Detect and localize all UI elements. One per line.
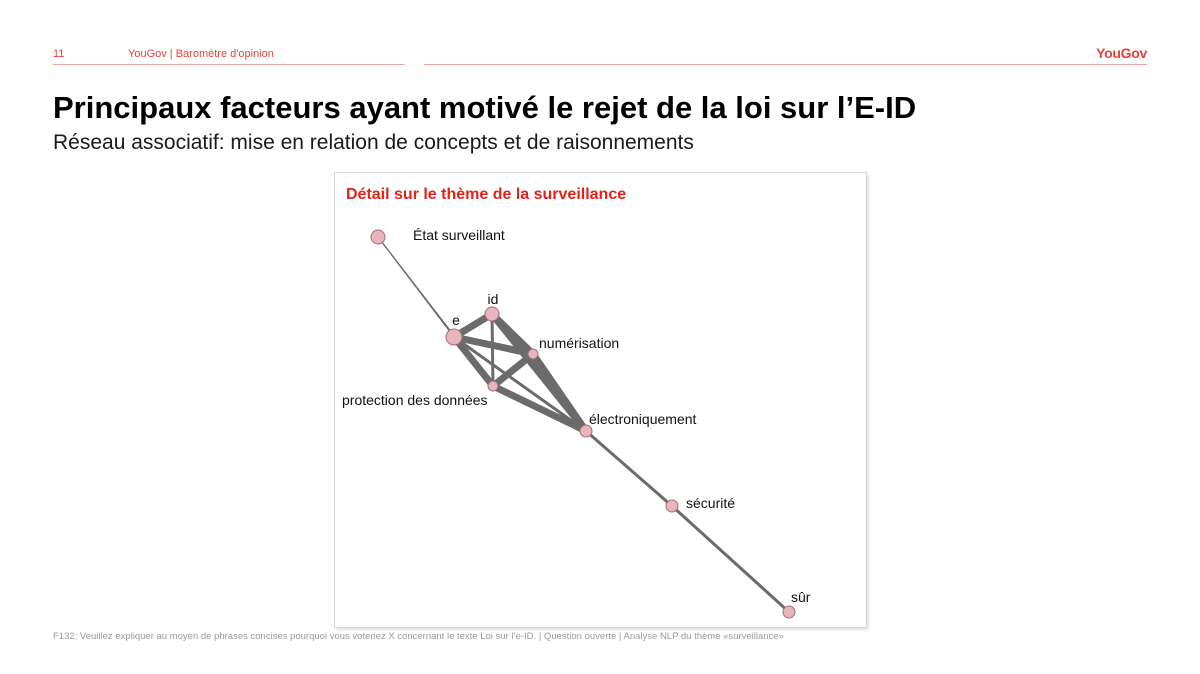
- node-marker-sec: [666, 500, 678, 512]
- node-marker-id: [485, 307, 499, 321]
- page-subtitle: Réseau associatif: mise en relation de concepts et de raisonnements: [53, 131, 694, 154]
- yougov-logo: YouGov: [1096, 45, 1147, 61]
- node-id: [485, 291, 499, 321]
- node-label-sec: sécurité: [686, 495, 736, 511]
- panel-title: Détail sur le thème de la surveillance: [346, 186, 627, 203]
- node-label-e: e: [452, 312, 460, 328]
- node-elec: [580, 411, 697, 437]
- header-source: YouGov | Baromètre d'opinion: [128, 48, 274, 60]
- edge-elec-sec: [586, 431, 672, 506]
- node-label-sur: sûr: [791, 589, 811, 605]
- node-sec: [666, 495, 735, 512]
- edge-id-prot: [492, 314, 493, 386]
- edge-sec-sur: [672, 506, 789, 612]
- footnote: F132: Veuillez expliquer au moyen de phrases concises pourquoi vous voteriez X concernant le texte Loi sur l’e-ID. | Question ouverte | Analyse NLP du thème «surveillance»: [53, 631, 784, 642]
- node-etat: [371, 227, 505, 244]
- association-network: [335, 173, 866, 627]
- page-number: 11: [53, 48, 65, 60]
- node-label-num: numérisation: [539, 335, 620, 351]
- node-marker-prot: [488, 381, 498, 391]
- node-marker-num: [528, 349, 538, 359]
- page-title: Principaux facteurs ayant motivé le rejet de la loi sur l’E-ID: [53, 90, 917, 125]
- network-edges: [378, 237, 789, 612]
- node-label-etat: État surveillant: [413, 227, 505, 243]
- header-divider-right: [424, 64, 1147, 65]
- network-panel: [334, 172, 867, 628]
- node-label-elec: électroniquement: [589, 411, 697, 427]
- node-label-id: id: [487, 291, 499, 307]
- node-marker-etat: [371, 230, 385, 244]
- node-marker-e: [446, 329, 462, 345]
- node-label-prot: protection des données: [342, 392, 488, 408]
- node-num: [528, 335, 619, 359]
- node-prot: [342, 381, 498, 408]
- header-divider-left: [53, 64, 405, 65]
- node-sur: [783, 589, 811, 618]
- node-marker-sur: [783, 606, 795, 618]
